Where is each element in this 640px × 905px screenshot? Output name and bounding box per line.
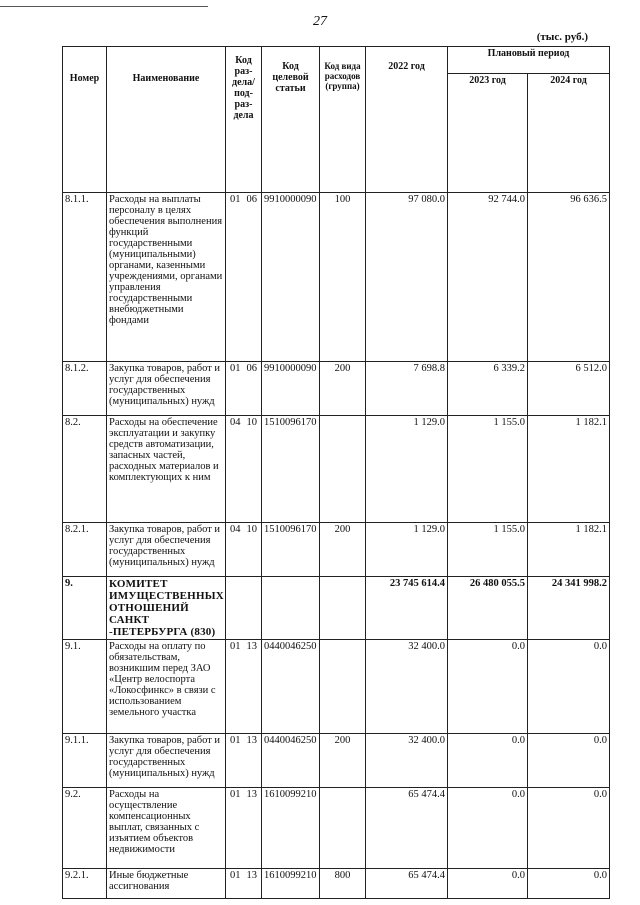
row-expense-type: 100 bbox=[320, 193, 366, 362]
row-2022: 1 129.0 bbox=[366, 523, 448, 577]
table-row bbox=[63, 523, 610, 577]
row-number: 9.1.1. bbox=[63, 734, 107, 788]
row-section: 01 06 bbox=[226, 362, 262, 416]
row-2024: 0.0 bbox=[528, 869, 610, 899]
row-target: 0440046250 bbox=[262, 734, 320, 788]
row-2024: 0.0 bbox=[528, 640, 610, 734]
table-row bbox=[63, 577, 610, 640]
row-name: Расходы на осуществление компенсационных выплат, связанных с изъятием объектов недвижимости bbox=[107, 788, 226, 869]
row-2024: 1 182.1 bbox=[528, 523, 610, 577]
header-row bbox=[63, 47, 610, 74]
row-2023: 6 339.2 bbox=[448, 362, 528, 416]
row-expense-type: 800 bbox=[320, 869, 366, 899]
row-2023: 0.0 bbox=[448, 869, 528, 899]
row-section bbox=[226, 577, 262, 640]
row-2023: 26 480 055.5 bbox=[448, 577, 528, 640]
row-target: 9910000090 bbox=[262, 193, 320, 362]
row-2023: 1 155.0 bbox=[448, 416, 528, 523]
row-2023: 0.0 bbox=[448, 788, 528, 869]
row-expense-type: 200 bbox=[320, 734, 366, 788]
row-number: 9. bbox=[63, 577, 107, 640]
header-name: Наименование bbox=[107, 47, 226, 193]
row-name: Расходы на обеспечение эксплуатации и закупку средств автоматизации, запасных частей, расходных материалов и комплектующих к ним bbox=[107, 416, 226, 523]
row-2022: 32 400.0 bbox=[366, 734, 448, 788]
row-name: Расходы на выплаты персоналу в целях обеспечения выполнения функций государственными (муниципальными) органами, казенными учреждениями, органами управления государственными внебюджетными фондами bbox=[107, 193, 226, 362]
page-number: 27 bbox=[313, 14, 327, 29]
header-2023: 2023 год bbox=[448, 73, 528, 192]
row-2022: 7 698.8 bbox=[366, 362, 448, 416]
row-section: 04 10 bbox=[226, 523, 262, 577]
row-2022: 23 745 614.4 bbox=[366, 577, 448, 640]
row-expense-type bbox=[320, 416, 366, 523]
row-section: 01 13 bbox=[226, 640, 262, 734]
row-number: 8.1.1. bbox=[63, 193, 107, 362]
row-section: 01 13 bbox=[226, 869, 262, 899]
row-2022: 65 474.4 bbox=[366, 788, 448, 869]
table-row bbox=[63, 788, 610, 869]
row-number: 8.1.2. bbox=[63, 362, 107, 416]
header-target: Код целевой статьи bbox=[262, 47, 320, 193]
row-2022: 32 400.0 bbox=[366, 640, 448, 734]
row-section: 01 06 bbox=[226, 193, 262, 362]
row-target: 1510096170 bbox=[262, 523, 320, 577]
row-expense-type: 200 bbox=[320, 362, 366, 416]
header-2024: 2024 год bbox=[528, 73, 610, 192]
table-row bbox=[63, 640, 610, 734]
table-row bbox=[63, 416, 610, 523]
table-row bbox=[63, 869, 610, 899]
row-2024: 6 512.0 bbox=[528, 362, 610, 416]
row-target bbox=[262, 577, 320, 640]
row-2024: 0.0 bbox=[528, 734, 610, 788]
row-2023: 0.0 bbox=[448, 640, 528, 734]
row-target: 0440046250 bbox=[262, 640, 320, 734]
row-expense-type: 200 bbox=[320, 523, 366, 577]
header-section: Код раз-дела/ под-раз-дела bbox=[226, 47, 262, 193]
budget-table bbox=[62, 46, 610, 899]
row-2023: 1 155.0 bbox=[448, 523, 528, 577]
row-number: 9.1. bbox=[63, 640, 107, 734]
row-2024: 0.0 bbox=[528, 788, 610, 869]
row-expense-type bbox=[320, 788, 366, 869]
row-name: КОМИТЕТ ИМУЩЕСТВЕННЫХ ОТНОШЕНИЙ САНКТ -ПЕТЕРБУРГА (830) bbox=[107, 577, 226, 640]
header-2022: 2022 год bbox=[366, 47, 448, 193]
header-expense-type: Код вида расходов (группа) bbox=[320, 47, 366, 193]
header-planned: Плановый период bbox=[448, 47, 610, 74]
row-name: Расходы на оплату по обязательствам, возникшим перед ЗАО «Центр велоспорта «Локосфинкс» в связи с использованием земельного участка bbox=[107, 640, 226, 734]
row-2023: 0.0 bbox=[448, 734, 528, 788]
row-section: 04 10 bbox=[226, 416, 262, 523]
table-row bbox=[63, 362, 610, 416]
row-2024: 24 341 998.2 bbox=[528, 577, 610, 640]
row-target: 1610099210 bbox=[262, 869, 320, 899]
row-name: Закупка товаров, работ и услуг для обеспечения государственных (муниципальных) нужд bbox=[107, 734, 226, 788]
table-row bbox=[63, 193, 610, 362]
row-section: 01 13 bbox=[226, 734, 262, 788]
row-expense-type bbox=[320, 577, 366, 640]
units-label: (тыс. руб.) bbox=[536, 31, 588, 43]
row-number: 8.2.1. bbox=[63, 523, 107, 577]
row-2024: 96 636.5 bbox=[528, 193, 610, 362]
row-number: 9.2. bbox=[63, 788, 107, 869]
row-target: 9910000090 bbox=[262, 362, 320, 416]
row-2022: 65 474.4 bbox=[366, 869, 448, 899]
row-section: 01 13 bbox=[226, 788, 262, 869]
row-target: 1510096170 bbox=[262, 416, 320, 523]
row-name: Закупка товаров, работ и услуг для обеспечения государственных (муниципальных) нужд bbox=[107, 362, 226, 416]
row-name: Иные бюджетные ассигнования bbox=[107, 869, 226, 899]
table-row bbox=[63, 734, 610, 788]
row-number: 8.2. bbox=[63, 416, 107, 523]
header-number: Номер bbox=[63, 47, 107, 193]
row-number: 9.2.1. bbox=[63, 869, 107, 899]
row-2022: 97 080.0 bbox=[366, 193, 448, 362]
row-2023: 92 744.0 bbox=[448, 193, 528, 362]
row-2024: 1 182.1 bbox=[528, 416, 610, 523]
row-expense-type bbox=[320, 640, 366, 734]
row-name: Закупка товаров, работ и услуг для обеспечения государственных (муниципальных) нужд bbox=[107, 523, 226, 577]
row-2022: 1 129.0 bbox=[366, 416, 448, 523]
row-target: 1610099210 bbox=[262, 788, 320, 869]
top-rule bbox=[0, 6, 208, 7]
